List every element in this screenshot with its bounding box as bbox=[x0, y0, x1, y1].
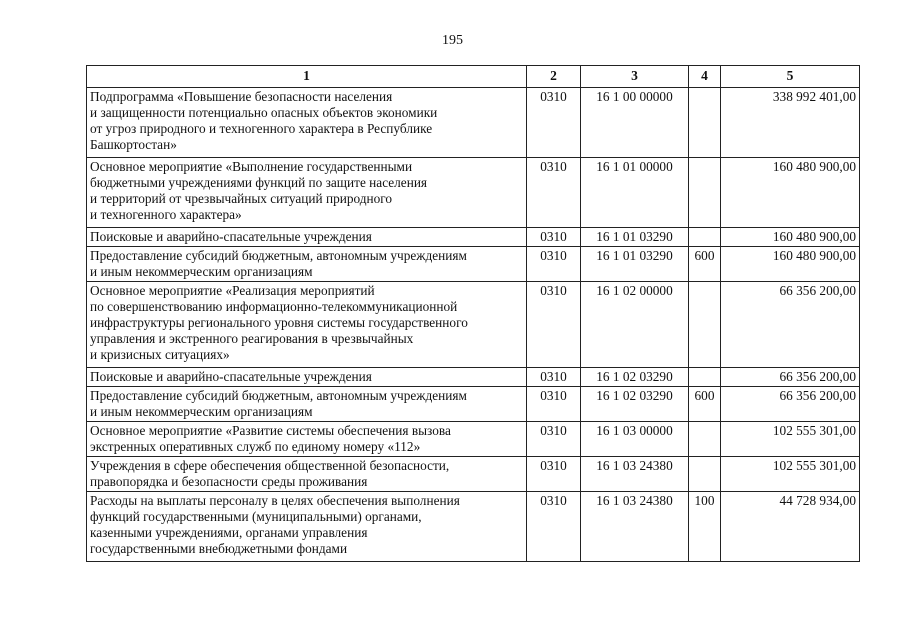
item-name-cell: Основное мероприятие «Реализация мероприятий по совершенствованию информационно-телекоммуникационной инфраструктуры регионального уровня системы государственного управления и экстренного реагирования в чрезвычайных и кризисных ситуациях» bbox=[87, 282, 527, 368]
expense-type-cell bbox=[689, 282, 721, 368]
section-code-cell: 0310 bbox=[527, 492, 581, 562]
amount-cell: 66 356 200,00 bbox=[721, 368, 860, 387]
amount-cell: 66 356 200,00 bbox=[721, 387, 860, 422]
target-article-cell: 16 1 03 24380 bbox=[581, 457, 689, 492]
expense-type-cell bbox=[689, 422, 721, 457]
budget-table bbox=[86, 65, 860, 562]
target-article-cell: 16 1 01 03290 bbox=[581, 247, 689, 282]
table-row bbox=[87, 492, 860, 562]
table-row bbox=[87, 158, 860, 228]
section-code-cell: 0310 bbox=[527, 228, 581, 247]
section-code-cell: 0310 bbox=[527, 158, 581, 228]
section-code-cell: 0310 bbox=[527, 247, 581, 282]
section-code-cell: 0310 bbox=[527, 387, 581, 422]
amount-cell: 160 480 900,00 bbox=[721, 228, 860, 247]
amount-cell: 102 555 301,00 bbox=[721, 457, 860, 492]
item-name-cell: Предоставление субсидий бюджетным, автономным учреждениям и иным некоммерческим организациям bbox=[87, 247, 527, 282]
table-row bbox=[87, 282, 860, 368]
section-code-cell: 0310 bbox=[527, 282, 581, 368]
table-header bbox=[87, 66, 860, 88]
target-article-cell: 16 1 03 00000 bbox=[581, 422, 689, 457]
expense-type-cell: 600 bbox=[689, 247, 721, 282]
table-row bbox=[87, 247, 860, 282]
item-name-cell: Предоставление субсидий бюджетным, автономным учреждениям и иным некоммерческим организациям bbox=[87, 387, 527, 422]
expense-type-cell bbox=[689, 88, 721, 158]
column-header-1: 1 bbox=[87, 66, 527, 88]
target-article-cell: 16 1 03 24380 bbox=[581, 492, 689, 562]
amount-cell: 44 728 934,00 bbox=[721, 492, 860, 562]
section-code-cell: 0310 bbox=[527, 88, 581, 158]
column-header-5: 5 bbox=[721, 66, 860, 88]
item-name-cell: Поисковые и аварийно-спасательные учреждения bbox=[87, 228, 527, 247]
target-article-cell: 16 1 02 03290 bbox=[581, 387, 689, 422]
table-row bbox=[87, 422, 860, 457]
target-article-cell: 16 1 01 03290 bbox=[581, 228, 689, 247]
item-name-cell: Основное мероприятие «Выполнение государственными бюджетными учреждениями функций по защите населения и территорий от чрезвычайных ситуаций природного и техногенного характера» bbox=[87, 158, 527, 228]
target-article-cell: 16 1 02 03290 bbox=[581, 368, 689, 387]
section-code-cell: 0310 bbox=[527, 457, 581, 492]
item-name-cell: Поисковые и аварийно-спасательные учреждения bbox=[87, 368, 527, 387]
column-header-3: 3 bbox=[581, 66, 689, 88]
table-row bbox=[87, 228, 860, 247]
column-header-4: 4 bbox=[689, 66, 721, 88]
table-row bbox=[87, 368, 860, 387]
column-header-2: 2 bbox=[527, 66, 581, 88]
amount-cell: 102 555 301,00 bbox=[721, 422, 860, 457]
amount-cell: 338 992 401,00 bbox=[721, 88, 860, 158]
amount-cell: 66 356 200,00 bbox=[721, 282, 860, 368]
expense-type-cell bbox=[689, 228, 721, 247]
item-name-cell: Подпрограмма «Повышение безопасности населения и защищенности потенциально опасных объектов экономики от угроз природного и техногенного характера в Республике Башкортостан» bbox=[87, 88, 527, 158]
expense-type-cell bbox=[689, 457, 721, 492]
table-row bbox=[87, 88, 860, 158]
table-row bbox=[87, 457, 860, 492]
item-name-cell: Учреждения в сфере обеспечения общественной безопасности, правопорядка и безопасности среды проживания bbox=[87, 457, 527, 492]
header-row bbox=[87, 66, 860, 88]
target-article-cell: 16 1 00 00000 bbox=[581, 88, 689, 158]
item-name-cell: Расходы на выплаты персоналу в целях обеспечения выполнения функций государственными (муниципальными) органами, казенными учреждениями, органами управления государственными внебюджетными фондами bbox=[87, 492, 527, 562]
target-article-cell: 16 1 01 00000 bbox=[581, 158, 689, 228]
expense-type-cell bbox=[689, 158, 721, 228]
page-number: 195 bbox=[442, 33, 463, 48]
amount-cell: 160 480 900,00 bbox=[721, 158, 860, 228]
section-code-cell: 0310 bbox=[527, 368, 581, 387]
amount-cell: 160 480 900,00 bbox=[721, 247, 860, 282]
item-name-cell: Основное мероприятие «Развитие системы обеспечения вызова экстренных оперативных служб по единому номеру «112» bbox=[87, 422, 527, 457]
table-row bbox=[87, 387, 860, 422]
expense-type-cell: 100 bbox=[689, 492, 721, 562]
expense-type-cell: 600 bbox=[689, 387, 721, 422]
expense-type-cell bbox=[689, 368, 721, 387]
target-article-cell: 16 1 02 00000 bbox=[581, 282, 689, 368]
table-body bbox=[87, 88, 860, 562]
section-code-cell: 0310 bbox=[527, 422, 581, 457]
